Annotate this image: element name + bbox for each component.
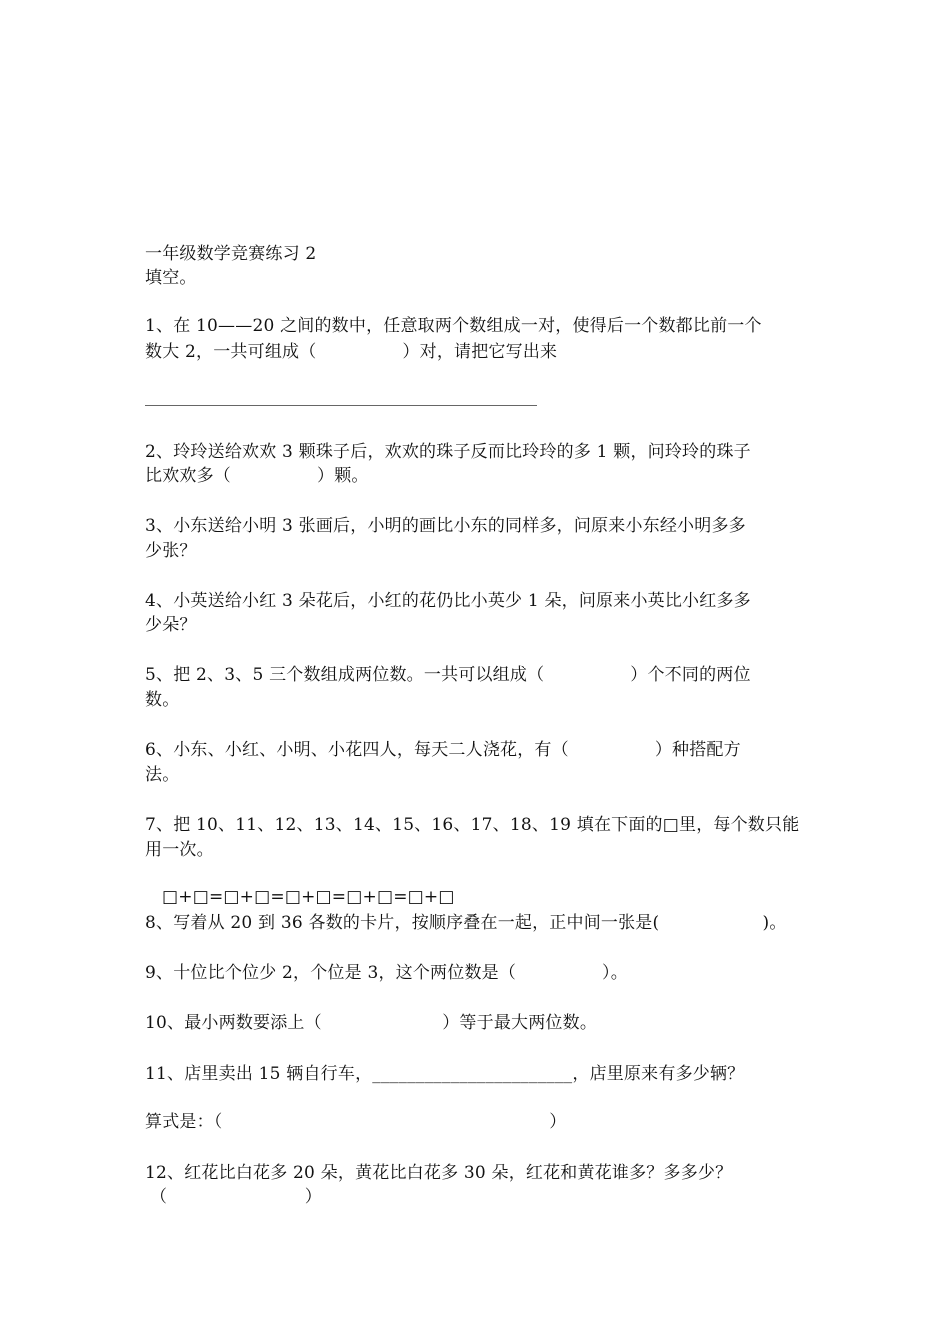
question-12-line-1: 12、红花比白花多 20 朵，黄花比白花多 30 朵，红花和黄花谁多？多多少？ [145,1163,733,1183]
question-3-line-2: 少张？ [145,541,197,561]
question-11-formula: 算式是：（ ） [145,1112,567,1132]
answer-rule [145,405,537,406]
question-7-box-equation: □+□=□+□=□+□=□+□=□+□ [162,887,455,907]
worksheet-title: 一年级数学竞赛练习 2 [145,244,317,264]
question-6-line-1: 6、小东、小红、小明、小花四人，每天二人浇花，有（ ）种搭配方 [145,740,741,760]
question-9: 9、十位比个位少 2，个位是 3，这个两位数是（ ）。 [145,963,628,983]
question-5-line-1: 5、把 2、3、5 三个数组成两位数。一共可以组成（ ）个不同的两位 [145,665,751,685]
question-8: 8、写着从 20 到 36 各数的卡片，按顺序叠在一起，正中间一张是( )。 [145,913,787,933]
question-2-line-1: 2、玲玲送给欢欢 3 颗珠子后，欢欢的珠子反而比玲玲的多 1 颗，问玲玲的珠子 [145,442,751,462]
question-6-line-2: 法。 [145,765,180,785]
question-1-line-1: 1、在 10——20 之间的数中，任意取两个数组成一对，使得后一个数都比前一个 [145,316,762,336]
question-1-line-2: 数大 2，一共可组成（ ）对，请把它写出来 [145,342,558,362]
question-5-line-2: 数。 [145,690,180,710]
question-4-line-1: 4、小英送给小红 3 朵花后，小红的花仍比小英少 1 朵，问原来小英比小红多多 [145,591,751,611]
question-3-line-1: 3、小东送给小明 3 张画后，小明的画比小东的同样多，问原来小东经小明多多 [145,516,746,536]
question-7-line-1: 7、把 10、11、12、13、14、15、16、17、18、19 填在下面的□里，每个数只能 [145,815,800,835]
question-12-answer-blank: （ ） [150,1187,322,1207]
question-4-line-2: 少朵？ [145,615,197,635]
section-heading: 填空。 [145,268,197,288]
question-11: 11、店里卖出 15 辆自行车，_______________________，店里原来有多少辆？ [145,1064,745,1084]
question-2-line-2: 比欢欢多（ ）颗。 [145,466,369,486]
question-10: 10、最小两数要添上（ ）等于最大两位数。 [145,1013,598,1033]
question-7-line-2: 用一次。 [145,840,214,860]
